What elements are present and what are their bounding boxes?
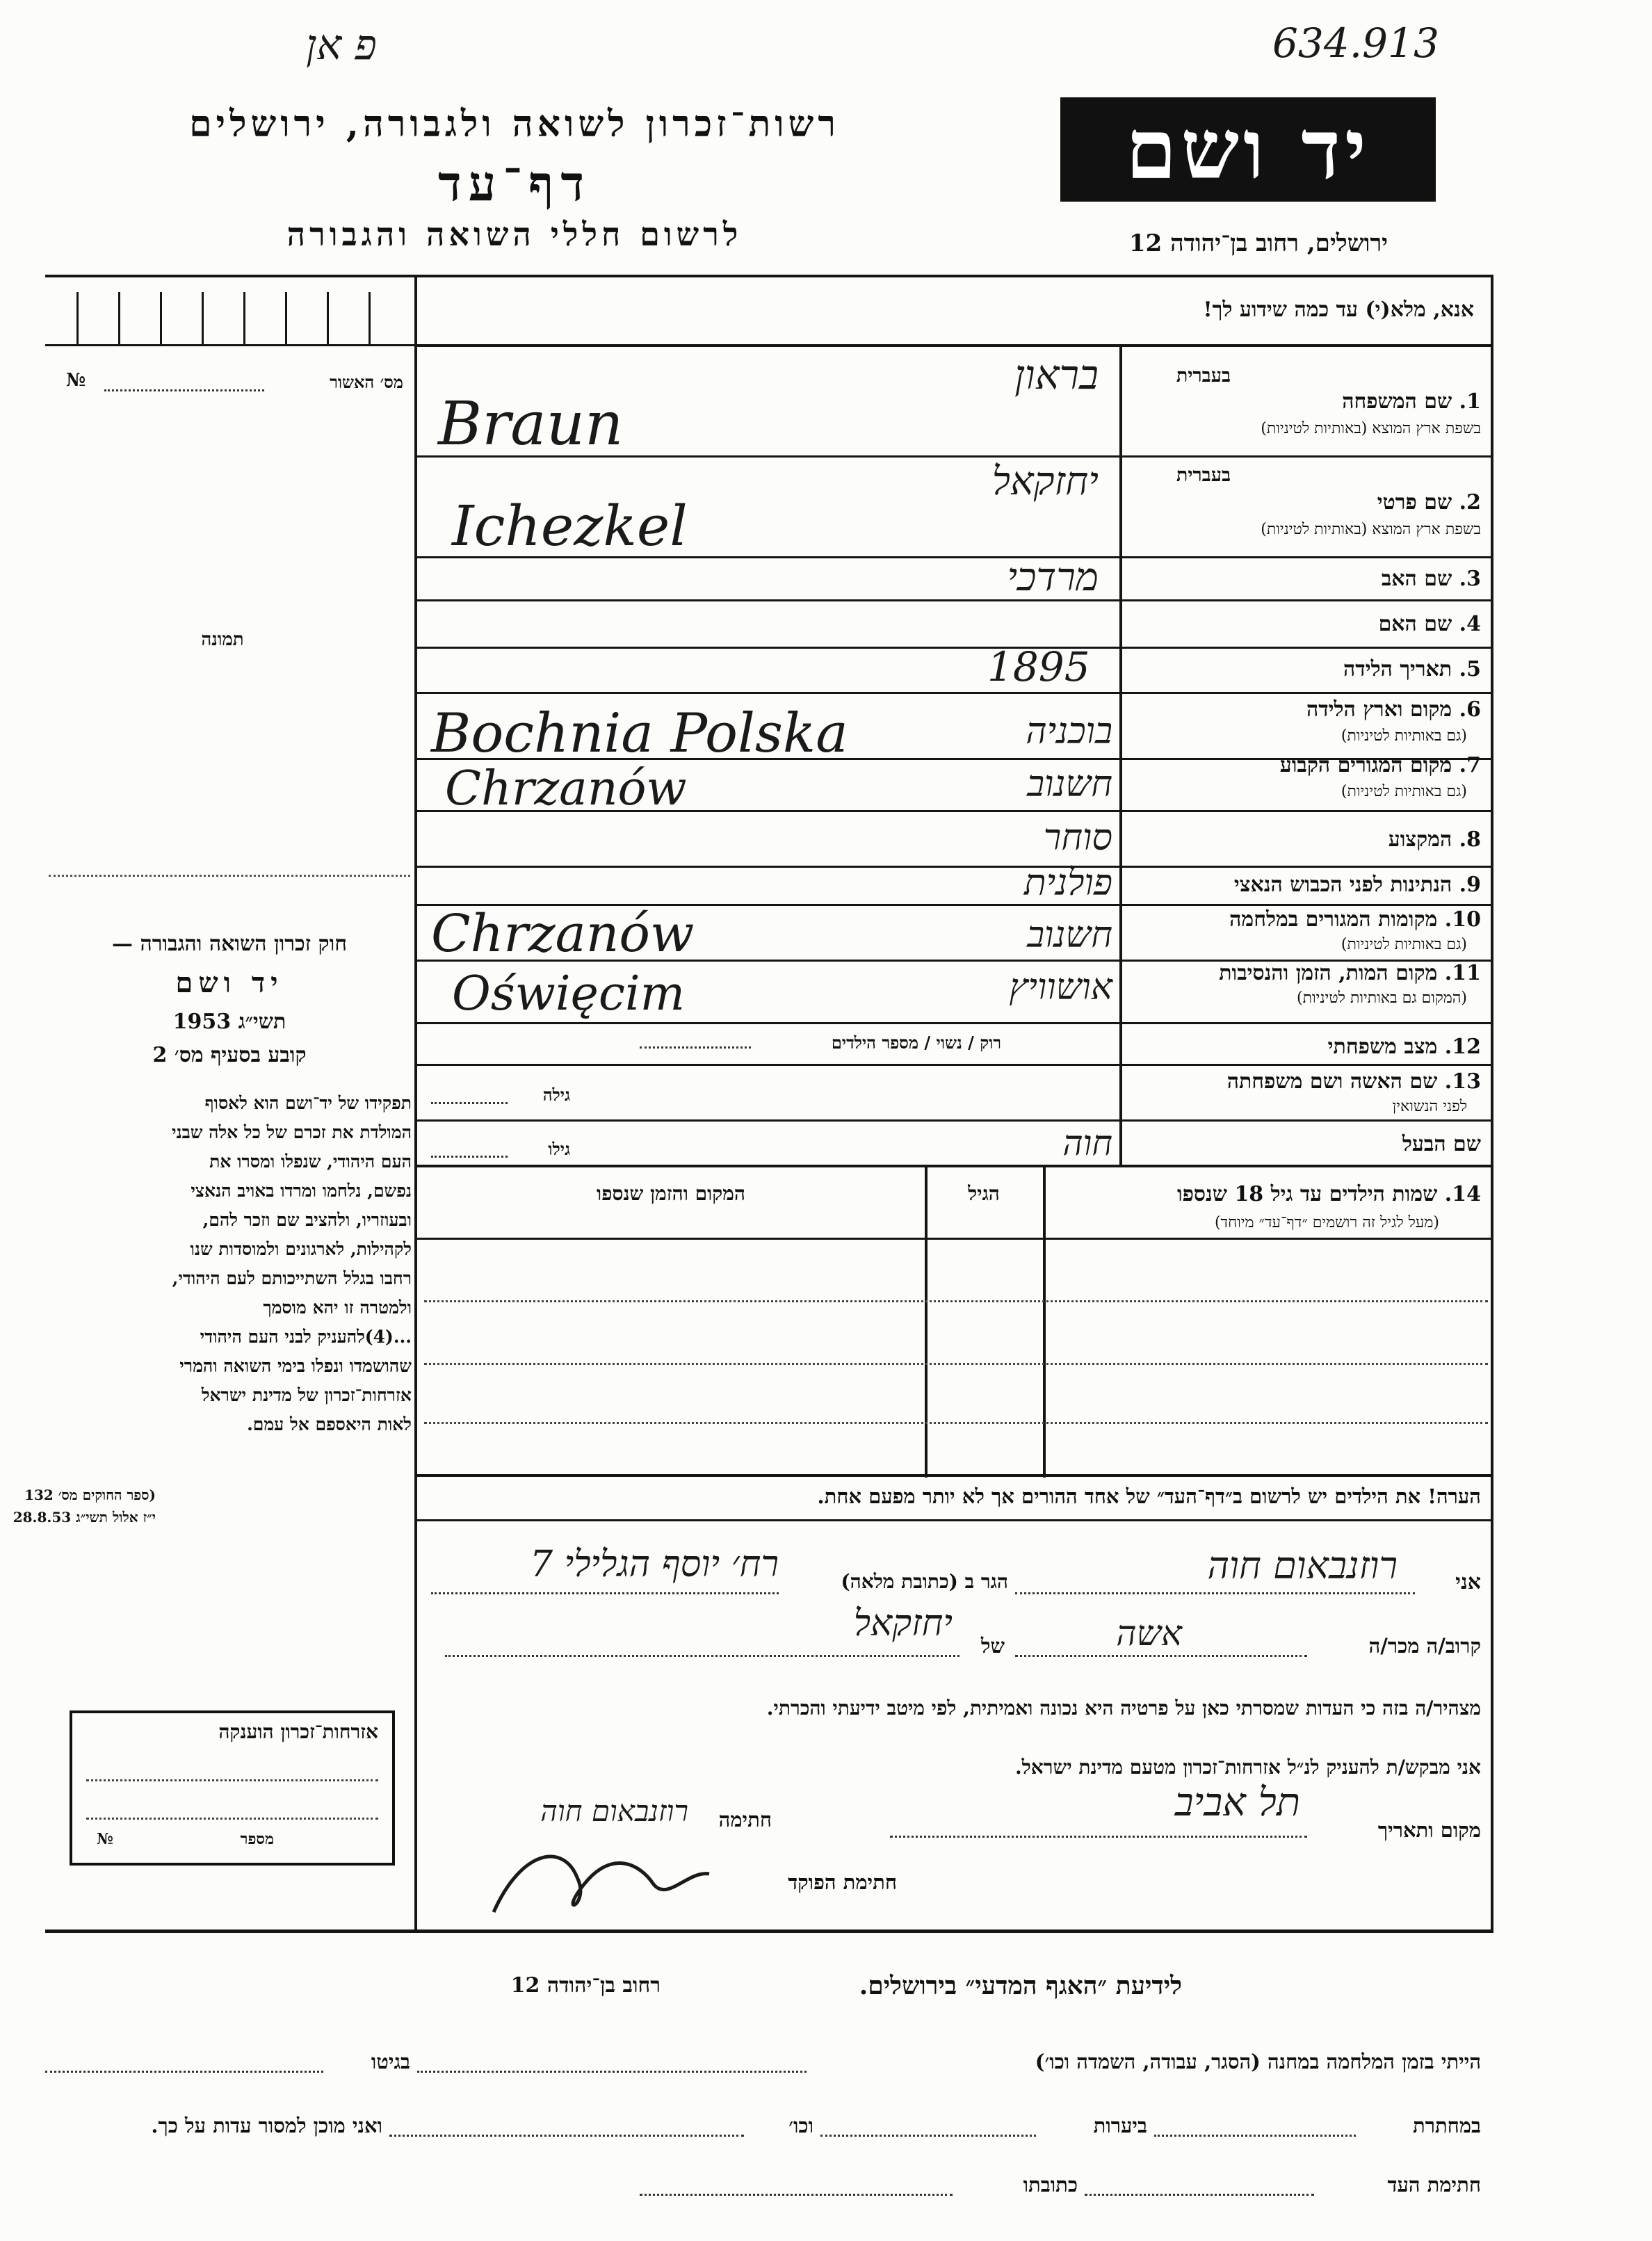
field-10-value-he: חשנוב bbox=[1027, 914, 1112, 956]
citizenship-line bbox=[86, 1779, 378, 1781]
field-12-options: רוק / נשוי / מספר הילדים bbox=[831, 1033, 1001, 1053]
law-body-line: העם היהודי, שנפלו ומסרו את bbox=[209, 1151, 412, 1172]
declarant-line bbox=[1015, 1592, 1415, 1594]
husband-age-line bbox=[431, 1156, 508, 1158]
field-6-value-he: בוכניה bbox=[1026, 711, 1112, 752]
ruler-tick bbox=[202, 292, 204, 346]
signature-value: רוזנבאום חוה bbox=[540, 1794, 688, 1828]
row-line bbox=[417, 1064, 1493, 1066]
declarant-label: אני bbox=[1455, 1570, 1481, 1594]
field-6-label: 6. מקום וארץ הלידה bbox=[1306, 697, 1481, 722]
law-body-line: ...(4)להעניק לבני העם היהודי bbox=[200, 1327, 412, 1347]
header-address: ירושלים, רחוב בן־יהודה 12 bbox=[1128, 229, 1388, 257]
children-col-line bbox=[925, 1165, 928, 1478]
field-11-value-he: אושוויץ bbox=[1009, 966, 1112, 1008]
law-ref: י״ז אלול תשי״ג 28.8.53 bbox=[13, 1509, 156, 1526]
law-body-line: המולדת את זכרם של כל אלה שבני bbox=[171, 1122, 412, 1142]
law-body-line: לקהילות, לארגונים ולמוסדות שנו bbox=[190, 1239, 412, 1259]
address-line bbox=[431, 1592, 779, 1594]
bottom-line2-a-line bbox=[1154, 2135, 1356, 2137]
row-line bbox=[417, 1022, 1493, 1024]
field-6-sub: (גם באותיות לטיניות) bbox=[1341, 727, 1467, 745]
instruction: אנא, מלא(י) עד כמה שידוע לך! bbox=[1203, 298, 1474, 322]
children-sub: (מעל לגיל זה רושמים ״דף־עד״ מיוחד) bbox=[1214, 1214, 1439, 1231]
law-body-line: רחבו בגלל השתייכותם לעם היהודי, bbox=[172, 1268, 412, 1288]
law-body-line: ובעוזריו, ולהציב שם וזכר להם, bbox=[202, 1210, 412, 1230]
of-value: יחזקאל bbox=[853, 1603, 953, 1644]
approval-line bbox=[104, 389, 264, 391]
children-row-line bbox=[424, 1422, 1488, 1424]
bottom-line2-ready: ואני מוכן למסור עדות על כך. bbox=[151, 2114, 382, 2137]
bottom-witness-address: כתובתו bbox=[1023, 2173, 1078, 2196]
field-1-label: 1. שם המשפחה bbox=[1342, 389, 1481, 414]
field-9-label: 9. הנתינות לפני הכבוש הנאצי bbox=[1233, 873, 1481, 897]
law-clause: קובע בסעיף מס׳ 2 bbox=[152, 1043, 307, 1067]
bottom-line2-underground: במחתרת bbox=[1413, 2114, 1481, 2137]
address-label: הגר ב (כתובת מלאה) bbox=[841, 1570, 1008, 1593]
law-title: חוק זכרון השואה והגבורה — bbox=[112, 932, 347, 956]
law-body-line: אזרחות־זכרון של מדינת ישראל bbox=[201, 1385, 412, 1405]
bottom-witness-address-line bbox=[640, 2194, 953, 2196]
field-12-children-line bbox=[640, 1046, 751, 1049]
bottom-witness-line bbox=[1085, 2194, 1314, 2196]
field-7-label: 7. מקום המגורים הקבוע bbox=[1279, 753, 1481, 777]
law-body-line: נפשם, נלחמו ומרדו באויב הנאצי bbox=[191, 1181, 412, 1201]
field-1-sub-he: בעברית bbox=[1176, 365, 1231, 387]
corner-handwriting: פ אן bbox=[306, 21, 377, 70]
ruler-tick bbox=[369, 292, 371, 346]
instruction-line bbox=[417, 344, 1493, 347]
ruler-tick bbox=[118, 292, 120, 346]
of-label: של bbox=[980, 1634, 1005, 1658]
field-5-label: 5. תאריך הלידה bbox=[1343, 657, 1481, 681]
declarant-name: רוזנבאום חוה bbox=[1207, 1544, 1398, 1587]
field-2-sub-he: בעברית bbox=[1176, 464, 1231, 486]
relative-label: קרוב/ה מכר/ה bbox=[1368, 1634, 1481, 1658]
citizenship-box-title: אזרחות־זכרון הוענקה bbox=[218, 1720, 378, 1743]
bottom-line1-ghetto-line bbox=[45, 2071, 323, 2073]
authority-name: רשות־זכרון לשואה ולגבורה, ירושלים bbox=[189, 103, 840, 145]
children-header-line bbox=[417, 1238, 1493, 1240]
bottom-address: רחוב בן־יהודה 12 bbox=[510, 1973, 661, 1998]
of-line bbox=[445, 1655, 959, 1657]
form-subtitle: לרשום חללי השואה והגבורה bbox=[286, 216, 743, 253]
bottom-title: לידיעת ״האגף המדעי״ בירושלים. bbox=[859, 1971, 1182, 2000]
row-line bbox=[417, 692, 1493, 694]
row-line bbox=[417, 1119, 1493, 1122]
field-12-label: 12. מצב משפחתי bbox=[1327, 1035, 1481, 1059]
field-7-sub: (גם באותיות לטיניות) bbox=[1341, 783, 1467, 800]
place-date-line bbox=[890, 1836, 1307, 1838]
field-2-value-he: יחזקאל bbox=[991, 459, 1099, 504]
field-8-label: 8. המקצוע bbox=[1388, 827, 1481, 852]
field-10-value-latin: Chrzanów bbox=[431, 904, 695, 964]
field-2-label: 2. שם פרטי bbox=[1377, 490, 1481, 515]
logo-text: יד ושם bbox=[1125, 101, 1371, 197]
field-11-label: 11. מקום המות, הזמן והנסיבות bbox=[1219, 961, 1481, 985]
grid-bottom bbox=[417, 1165, 1493, 1167]
field-13-age-line bbox=[431, 1102, 508, 1104]
children-row-line bbox=[424, 1363, 1488, 1365]
ruler-tick bbox=[285, 292, 287, 346]
ruler-tick bbox=[160, 292, 162, 346]
law-body-line: לאות היאספם אל עמם. bbox=[247, 1414, 412, 1434]
ruler-tick bbox=[243, 292, 245, 346]
address-value: רח׳ יוסף הגלילי 7 bbox=[529, 1544, 779, 1585]
field-13-sub: לפני הנשואין bbox=[1392, 1098, 1467, 1115]
husband-label: שם הבעל bbox=[1402, 1132, 1481, 1156]
field-11-value-latin: Oświęcim bbox=[452, 966, 686, 1021]
place-date-label: מקום ותאריך bbox=[1377, 1818, 1481, 1842]
law-body-line: ולמטרה זו יהא מוסמך bbox=[263, 1297, 412, 1318]
field-10-label: 10. מקומות המגורים במלחמה bbox=[1229, 907, 1481, 932]
children-col-age: הגיל bbox=[968, 1182, 1000, 1205]
children-col-line bbox=[1043, 1165, 1046, 1478]
frame-top bbox=[45, 275, 1493, 277]
relative-value: אשה bbox=[1116, 1613, 1182, 1653]
field-1-value-latin: Braun bbox=[438, 389, 624, 459]
frame-right bbox=[1491, 275, 1493, 1929]
citizenship-number-label: מספר bbox=[240, 1830, 274, 1848]
row-line bbox=[417, 647, 1493, 649]
bottom-line2-b-line bbox=[820, 2135, 1036, 2137]
bottom-line1-camp-line bbox=[417, 2071, 807, 2073]
law-body-line: תפקידו של יד־ושם הוא לאסוף bbox=[204, 1093, 412, 1113]
field-1-sub-orig: בשפת ארץ המוצא (באותיות לטיניות) bbox=[1261, 420, 1481, 437]
bottom-line2-forests: ביערות bbox=[1093, 2114, 1147, 2137]
citizenship-request: אני מבקש/ת להעניק לנ״ל אזרחות־זכרון מטעם מדינת ישראל. bbox=[1014, 1756, 1481, 1779]
field-6-value-latin: Bochnia Polska bbox=[431, 702, 848, 765]
approval-no: № bbox=[66, 370, 86, 391]
column-divider bbox=[414, 275, 417, 1929]
field-7-value-latin: Chrzanów bbox=[445, 761, 687, 816]
field-13-label: 13. שם האשה ושם משפחתה bbox=[1226, 1069, 1481, 1094]
sworn-statement: מצהיר/ה בזה כי העדות שמסרתי כאן על פרטיה היא נכונה ואמיתית, לפי מיטב ידיעתי והכרתי. bbox=[766, 1697, 1481, 1720]
law-body-line: שהושמדו ונפלו בימי השואה והמרי bbox=[179, 1356, 412, 1376]
officer-signature bbox=[480, 1836, 716, 1926]
law-name: יד ושם bbox=[175, 966, 284, 999]
relative-line bbox=[1015, 1655, 1307, 1657]
note: הערה! את הילדים יש לרשום ב״דף־העד״ של אחד ההורים אך לא יותר מפעם אחת. bbox=[817, 1484, 1481, 1508]
children-col-place: המקום והזמן שנספו bbox=[597, 1182, 745, 1205]
bottom-line1-camp: הייתי בזמן המלחמה במחנה (הסגר, עבודה, השמדה וכו׳) bbox=[1035, 2050, 1481, 2073]
place-date-value: תל אביב bbox=[1174, 1780, 1300, 1825]
note-line bbox=[417, 1519, 1493, 1521]
field-3-value: מרדכי bbox=[1007, 555, 1099, 600]
field-4-label: 4. שם האם bbox=[1378, 612, 1481, 636]
husband-value: חוה bbox=[1062, 1123, 1112, 1163]
law-ref: (ספר החוקים מס׳ 132 bbox=[24, 1487, 156, 1503]
yad-vashem-logo bbox=[1060, 97, 1436, 202]
ruler-tick bbox=[327, 292, 329, 346]
citizenship-box bbox=[70, 1710, 395, 1866]
photo-area-bottom bbox=[49, 875, 410, 877]
signature-label: חתימה bbox=[718, 1808, 772, 1831]
form-title: דף־עד bbox=[437, 154, 591, 212]
photo-label: תמונה bbox=[201, 629, 244, 650]
field-7-value-he: חשנוב bbox=[1027, 763, 1112, 805]
bottom-section-line bbox=[45, 1929, 1493, 1933]
label-divider bbox=[1119, 344, 1122, 1165]
field-2-value-latin: Ichezkel bbox=[452, 494, 688, 558]
field-3-label: 3. שם האב bbox=[1381, 567, 1481, 591]
approval-label: מס׳ האשור bbox=[330, 372, 403, 392]
field-10-sub: (גם באותיות לטיניות) bbox=[1341, 936, 1467, 953]
ruler-tick bbox=[76, 292, 79, 346]
bottom-line2-etc: וכו׳ bbox=[788, 2114, 813, 2137]
children-row-line bbox=[424, 1300, 1488, 1302]
husband-age-label: גילו bbox=[548, 1139, 570, 1159]
ruler-base bbox=[45, 344, 414, 346]
citizenship-line bbox=[86, 1818, 378, 1820]
field-9-value: פולנית bbox=[1023, 862, 1112, 904]
field-5-value: 1895 bbox=[987, 643, 1090, 690]
children-label: 14. שמות הילדים עד גיל 18 שנספו bbox=[1176, 1182, 1481, 1206]
field-13-age-label: גילה bbox=[542, 1085, 570, 1105]
field-1-value-he: בראון bbox=[1014, 351, 1099, 398]
children-bottom-line bbox=[417, 1474, 1493, 1477]
field-11-sub: (המקום גם באותיות לטיניות) bbox=[1297, 989, 1467, 1007]
citizenship-no-symbol: № bbox=[97, 1830, 113, 1848]
bottom-witness-signature: חתימת העד bbox=[1387, 2173, 1481, 2196]
officer-label: חתימת הפוקד bbox=[788, 1870, 897, 1894]
bottom-line1-ghetto: בגיטו bbox=[371, 2050, 410, 2073]
bottom-line2-c-line bbox=[389, 2135, 744, 2137]
field-2-sub-orig: בשפת ארץ המוצא (באותיות לטיניות) bbox=[1261, 521, 1481, 538]
law-year: תשי״ג 1953 bbox=[172, 1010, 286, 1034]
field-8-value: סוחר bbox=[1043, 817, 1112, 859]
archive-number: 634.913 bbox=[1272, 19, 1439, 67]
